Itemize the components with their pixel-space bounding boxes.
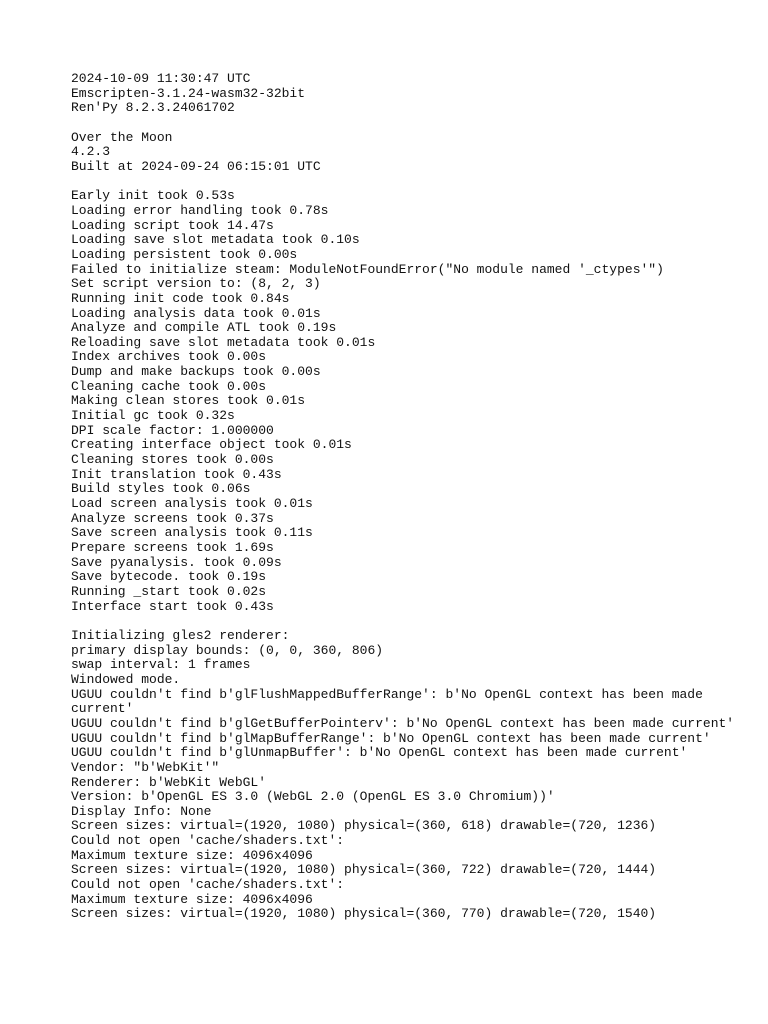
log-line: Screen sizes: virtual=(1920, 1080) physical=(360, 770) drawable=(720, 1540)	[71, 906, 657, 922]
log-line: UGUU couldn't find b'glFlushMappedBufferRange': b'No OpenGL context has been made current'	[71, 686, 711, 717]
log-line: Prepare screens took 1.69s	[71, 540, 274, 555]
log-line: Display Info: None	[71, 803, 212, 819]
log-line: Version: b'OpenGL ES 3.0 (WebGL 2.0 (OpenGL ES 3.0 Chromium))'	[71, 789, 555, 805]
log-line: Dump and make backups took 0.00s	[71, 364, 321, 380]
log-output	[71, 72, 761, 922]
log-line: Creating interface object took 0.01s	[71, 437, 352, 453]
log-line: Screen sizes: virtual=(1920, 1080) physical=(360, 618) drawable=(720, 1236)	[71, 818, 657, 834]
log-line: Interface start took 0.43s	[71, 598, 274, 614]
log-line: Screen sizes: virtual=(1920, 1080) physical=(360, 722) drawable=(720, 1444)	[71, 862, 657, 878]
log-line: UGUU couldn't find b'glMapBufferRange': b'No OpenGL context has been made current'	[71, 730, 711, 746]
log-line: Cleaning cache took 0.00s	[71, 378, 267, 394]
log-line: Early init took 0.53s	[71, 188, 235, 204]
log-line	[71, 175, 761, 190]
log-line: DPI scale factor: 1.000000	[71, 422, 274, 438]
log-line: Set script version to: (8, 2, 3)	[71, 276, 321, 292]
log-line: Loading analysis data took 0.01s	[71, 305, 321, 321]
log-line: swap interval: 1 frames	[71, 657, 251, 673]
log-line: Running _start took 0.02s	[71, 583, 267, 599]
log-line: UGUU couldn't find b'glUnmapBuffer': b'No OpenGL context has been made current'	[71, 745, 688, 761]
log-line: Loading script took 14.47s	[71, 217, 274, 233]
log-line: 2024-10-09 11:30:47 UTC	[71, 71, 251, 86]
log-line: Could not open 'cache/shaders.txt':	[71, 877, 345, 893]
log-line: Build styles took 0.06s	[71, 481, 251, 497]
log-line: Init translation took 0.43s	[71, 466, 282, 482]
log-line: Running init code took 0.84s	[71, 290, 290, 306]
log-line: Initial gc took 0.32s	[71, 408, 235, 424]
log-line: Loading error handling took 0.78s	[71, 202, 329, 218]
log-line: Initializing gles2 renderer:	[71, 627, 290, 643]
log-line: 4.2.3	[71, 144, 111, 160]
log-line: Ren'Py 8.2.3.24061702	[71, 100, 235, 116]
log-line: Maximum texture size: 4096x4096	[71, 847, 313, 863]
log-line: Could not open 'cache/shaders.txt':	[71, 833, 345, 849]
log-line: Load screen analysis took 0.01s	[71, 496, 313, 512]
log-line: Emscripten-3.1.24-wasm32-32bit	[71, 85, 306, 101]
log-line: Renderer: b'WebKit WebGL'	[71, 774, 267, 790]
log-line: Index archives took 0.00s	[71, 349, 267, 365]
log-line: Analyze screens took 0.37s	[71, 510, 274, 526]
log-line	[71, 614, 761, 629]
log-line: Save bytecode. took 0.19s	[71, 569, 267, 585]
log-line: Save pyanalysis. took 0.09s	[71, 554, 282, 570]
log-line: Save screen analysis took 0.11s	[71, 525, 313, 541]
log-line: Analyze and compile ATL took 0.19s	[71, 320, 337, 336]
log-line: Reloading save slot metadata took 0.01s	[71, 334, 376, 350]
log-line: Windowed mode.	[71, 671, 181, 687]
log-line	[71, 116, 761, 131]
log-line: Over the Moon	[71, 129, 173, 145]
log-line: Built at 2024-09-24 06:15:01 UTC	[71, 158, 321, 174]
log-line: UGUU couldn't find b'glGetBufferPointerv': b'No OpenGL context has been made current'	[71, 715, 735, 731]
log-line: Failed to initialize steam: ModuleNotFoundError("No module named '_ctypes'")	[71, 261, 664, 277]
log-line: Vendor: "b'WebKit'"	[71, 759, 220, 775]
log-line: Cleaning stores took 0.00s	[71, 452, 274, 468]
log-line: Loading save slot metadata took 0.10s	[71, 232, 360, 248]
log-line: Making clean stores took 0.01s	[71, 393, 306, 409]
log-line: Loading persistent took 0.00s	[71, 246, 298, 262]
log-line: primary display bounds: (0, 0, 360, 806)	[71, 642, 384, 658]
log-line: Maximum texture size: 4096x4096	[71, 891, 313, 907]
